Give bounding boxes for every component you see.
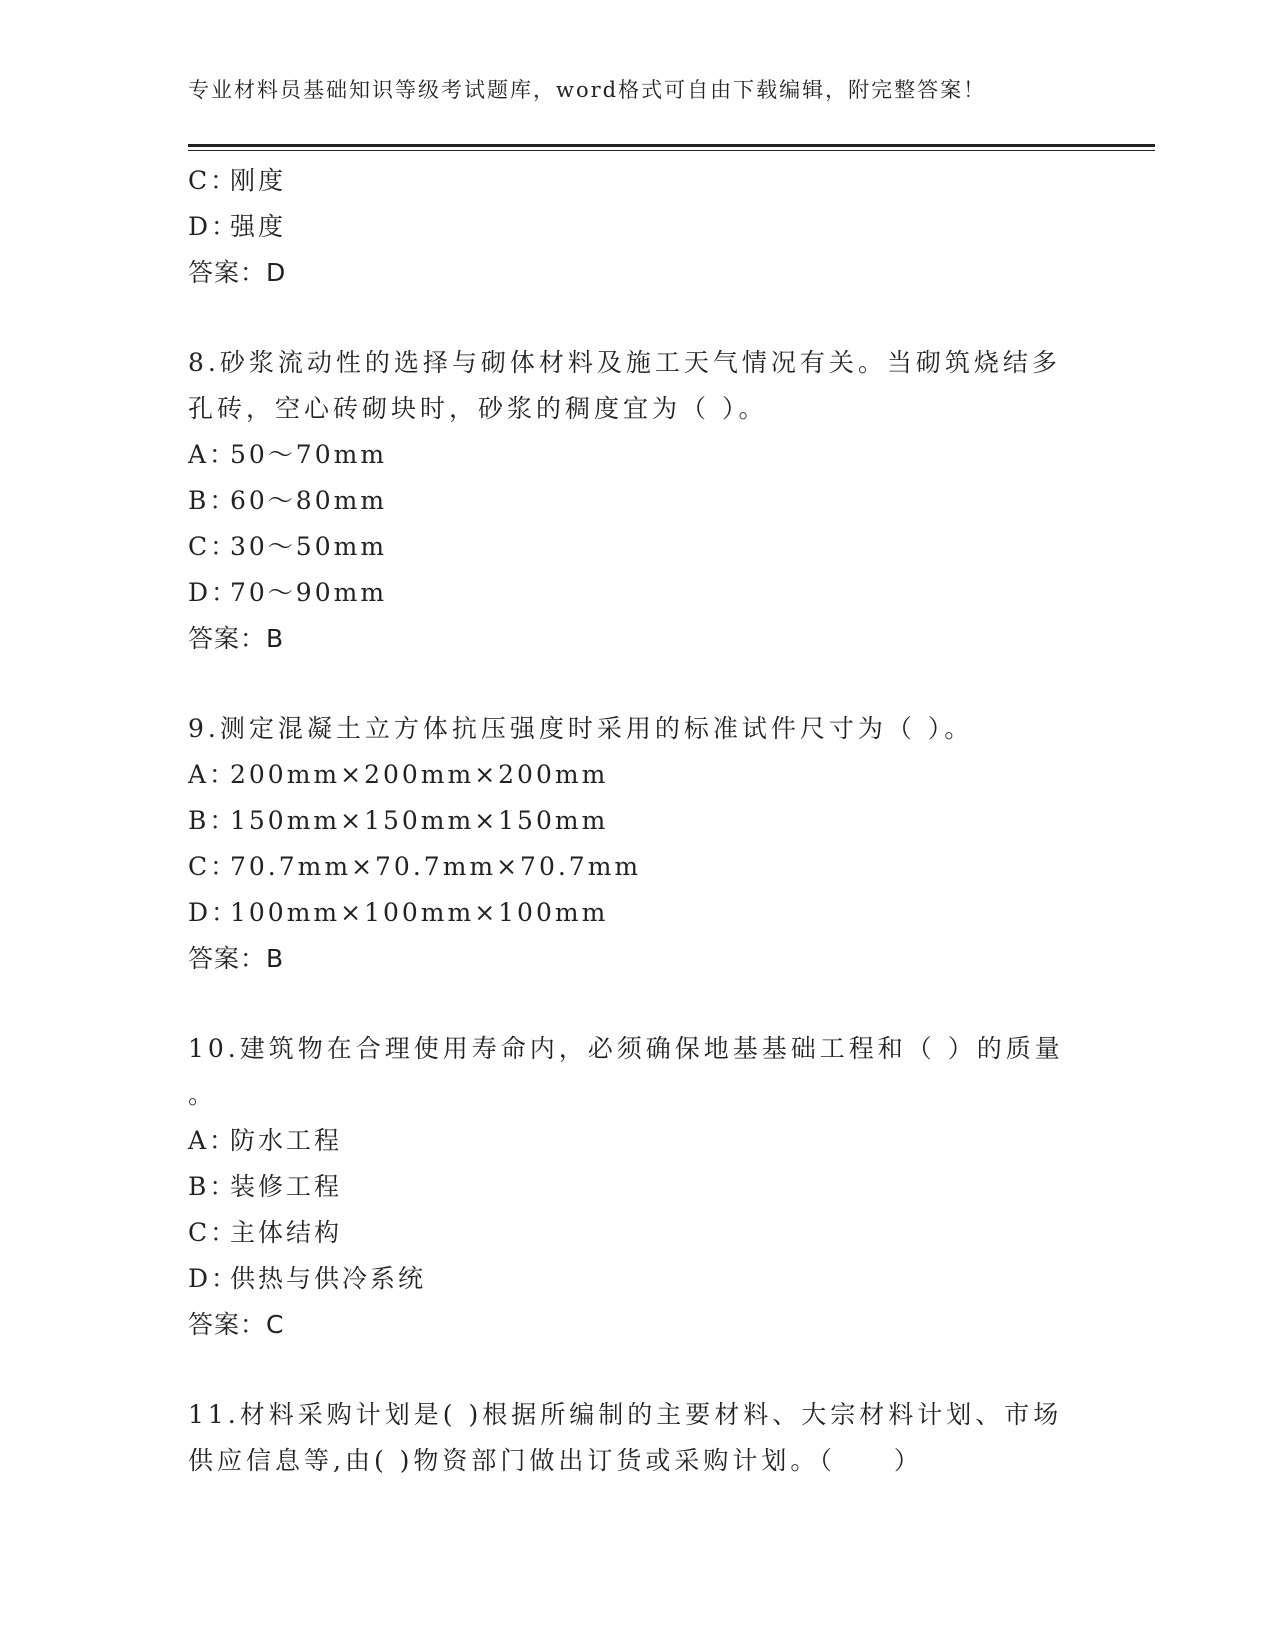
question-block-11 xyxy=(188,1392,1088,1484)
option-c xyxy=(188,524,1088,570)
answer-line xyxy=(188,250,1088,296)
answer-line xyxy=(188,936,1088,982)
option-label: D： xyxy=(188,212,240,241)
option-text: 70～90mm xyxy=(230,578,388,607)
option-label: A： xyxy=(188,440,238,469)
option-c xyxy=(188,844,1088,890)
option-text: 150mm×150mm×150mm xyxy=(230,806,609,835)
option-label: D： xyxy=(188,898,240,927)
answer-value: D xyxy=(266,258,287,287)
option-text: 强度 xyxy=(230,212,287,241)
option-text: 主体结构 xyxy=(230,1218,343,1247)
option-d xyxy=(188,570,1088,616)
option-label: C： xyxy=(188,1218,239,1247)
option-label: B： xyxy=(188,486,238,515)
option-label: C： xyxy=(188,532,239,561)
question-stem-line: 11.材料采购计划是( )根据所编制的主要材料、大宗材料计划、市场 xyxy=(188,1400,1063,1429)
option-label: D： xyxy=(188,1264,240,1293)
option-text: 60～80mm xyxy=(230,486,388,515)
question-stem-line: 孔砖，空心砖砌块时，砂浆的稠度宜为（ ）。 xyxy=(188,394,768,423)
option-label: B： xyxy=(188,1172,238,1201)
answer-label: 答案： xyxy=(188,624,267,653)
option-text: 装修工程 xyxy=(230,1172,343,1201)
answer-value: B xyxy=(266,944,285,973)
answer-label: 答案： xyxy=(188,1310,267,1339)
option-a xyxy=(188,432,1088,478)
answer-line xyxy=(188,616,1088,662)
option-label: B： xyxy=(188,806,238,835)
option-label: A： xyxy=(188,760,238,789)
answer-value: B xyxy=(266,624,285,653)
option-b xyxy=(188,798,1088,844)
question-stem-line: 供应信息等,由( )物资部门做出订货或采购计划。（ ） xyxy=(188,1446,923,1475)
option-label: C： xyxy=(188,852,239,881)
question-stem-line: 8.砂浆流动性的选择与砌体材料及施工天气情况有关。当砌筑烧结多 xyxy=(188,348,1061,377)
option-text: 防水工程 xyxy=(230,1126,343,1155)
question-stem-line: 9.测定混凝土立方体抗压强度时采用的标准试件尺寸为（ ）。 xyxy=(188,714,974,743)
option-label: A： xyxy=(188,1126,238,1155)
answer-label: 答案： xyxy=(188,944,267,973)
question-list xyxy=(188,158,1088,1484)
page-header: 专业材料员基础知识等级考试题库，word格式可自由下载编辑，附完整答案！ xyxy=(188,78,987,102)
option-d xyxy=(188,204,1088,250)
question-block-8 xyxy=(188,340,1088,662)
answer-value: C xyxy=(266,1310,285,1339)
option-a xyxy=(188,752,1088,798)
option-c xyxy=(188,1210,1088,1256)
option-b xyxy=(188,478,1088,524)
question-block-9 xyxy=(188,706,1088,982)
option-label: C： xyxy=(188,166,239,195)
answer-line xyxy=(188,1302,1088,1348)
header-rule-thick xyxy=(188,144,1155,147)
option-text: 供热与供冷系统 xyxy=(230,1264,427,1293)
option-text: 刚度 xyxy=(230,166,287,195)
header-rule-thin xyxy=(188,150,1155,151)
answer-label: 答案： xyxy=(188,258,267,287)
option-text: 100mm×100mm×100mm xyxy=(230,898,609,927)
question-block-7 xyxy=(188,158,1088,296)
option-text: 30～50mm xyxy=(230,532,388,561)
option-d xyxy=(188,1256,1088,1302)
option-label: D： xyxy=(188,578,240,607)
question-stem-line: 10.建筑物在合理使用寿命内，必须确保地基基础工程和（ ）的质量 xyxy=(188,1034,1064,1063)
option-c xyxy=(188,158,1088,204)
question-block-10 xyxy=(188,1026,1088,1348)
option-b xyxy=(188,1164,1088,1210)
option-text: 70.7mm×70.7mm×70.7mm xyxy=(230,852,642,881)
option-a xyxy=(188,1118,1088,1164)
question-stem-line: 。 xyxy=(188,1080,218,1109)
option-text: 200mm×200mm×200mm xyxy=(230,760,609,789)
option-d xyxy=(188,890,1088,936)
option-text: 50～70mm xyxy=(230,440,388,469)
